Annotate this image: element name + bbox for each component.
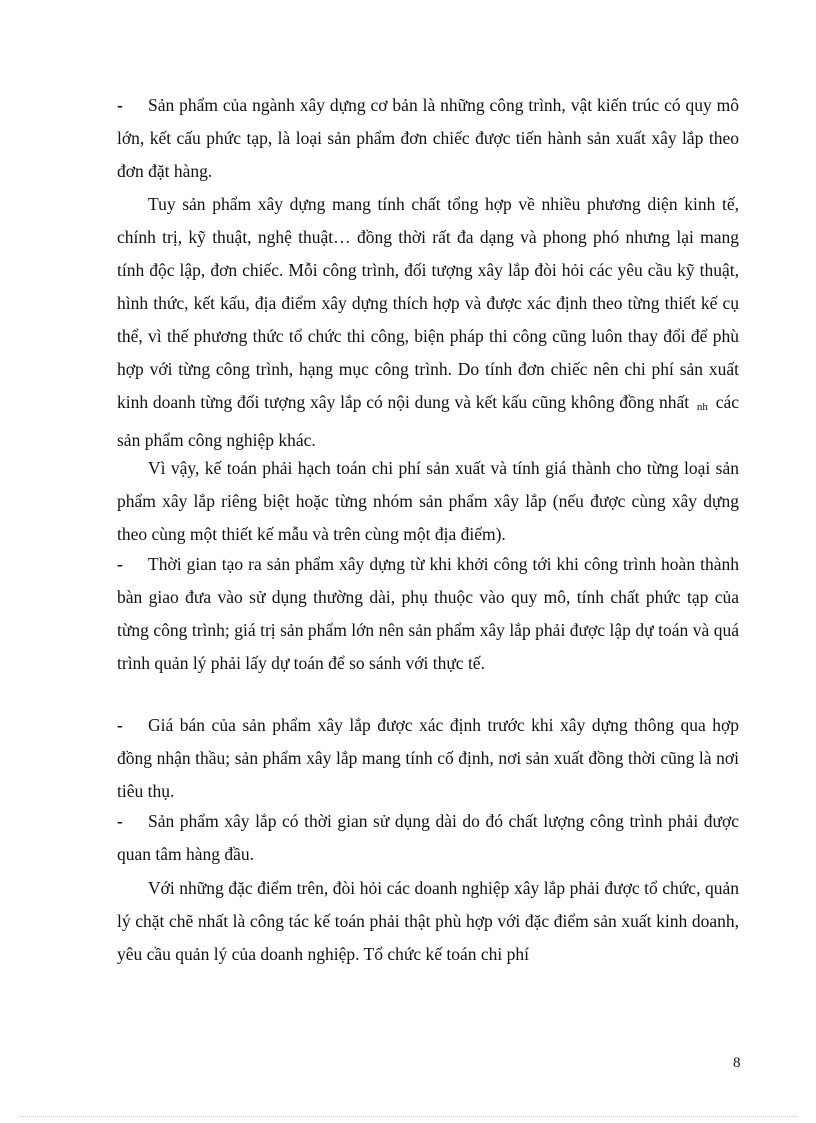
paragraph-bullet-3 bbox=[117, 709, 739, 808]
paragraph-text: Sản phẩm của ngành xây dựng cơ bản là những công trình, vật kiến trúc có quy mô lớn, kết cấu phức tạp, là loại sản phẩm đơn chiếc được tiến hành sản xuất xây lắp theo đơn đặt hàng. bbox=[117, 95, 739, 181]
paragraph-bullet-2 bbox=[117, 548, 739, 680]
paragraph-bullet-4 bbox=[117, 805, 739, 871]
paragraph-text-end: các sản phẩm công nghiệp khác. bbox=[117, 392, 740, 450]
bullet-marker: - bbox=[117, 95, 123, 115]
paragraph-text: Với những đặc điểm trên, đòi hỏi các doanh nghiệp xây lắp phải được tổ chức, quản lý chặt chẽ nhất là công tác kế toán phải thật phù hợp với đặc điểm sản xuất kinh doanh, yêu cầu quản lý của doanh nghiệp. Tổ chức kế toán chi phí bbox=[117, 878, 739, 964]
paragraph-bullet-1 bbox=[117, 89, 739, 188]
paragraph-7 bbox=[117, 872, 739, 971]
footer-dotted-divider bbox=[20, 1116, 796, 1117]
page-number: 8 bbox=[733, 1055, 741, 1071]
paragraph-2 bbox=[117, 188, 739, 457]
paragraph-text: Thời gian tạo ra sản phẩm xây dựng từ khi khởi công tới khi công trình hoàn thành bàn giao đưa vào sử dụng thường dài, phụ thuộc vào quy mô, tính chất phức tạp của từng công trình; giá trị sản phẩm lớn nên sản phẩm xây lắp phải được lập dự toán và quá trình quản lý phải lấy dự toán để so sánh với thực tế. bbox=[117, 554, 739, 673]
small-text-fragment: nh bbox=[696, 401, 708, 413]
paragraph-text: Giá bán của sản phẩm xây lắp được xác định trước khi xây dựng thông qua hợp đồng nhận thầu; sản phẩm xây lắp mang tính cố định, nơi sản xuất đồng thời cũng là nơi tiêu thụ. bbox=[117, 715, 739, 801]
bullet-marker: - bbox=[117, 811, 123, 831]
paragraph-text: Sản phẩm xây lắp có thời gian sử dụng dài do đó chất lượng công trình phải được quan tâm hàng đầu. bbox=[117, 811, 739, 864]
paragraph-text: Vì vậy, kế toán phải hạch toán chi phí sản xuất và tính giá thành cho từng loại sản phẩm xây lắp riêng biệt hoặc từng nhóm sản phẩm xây lắp (nếu được cùng xây dựng theo cùng một thiết kế mẫu và trên cùng một địa điểm). bbox=[117, 458, 739, 544]
paragraph-text: Tuy sản phẩm xây dựng mang tính chất tổng hợp về nhiều phương diện kinh tế, chính trị, kỹ thuật, nghệ thuật… đồng thời rất đa dạng và phong phó nhưng lại mang tính độc lập, đơn chiếc. Mỗi công trình, đối tượng xây lắp đòi hỏi các yêu cầu kỹ thuật, hình thức, kết kấu, địa điểm xây dựng thích hợp và được xác định theo từng thiết kế cụ thể, vì thế phương thức tổ chức thi công, biện pháp thi công cũng luôn thay đổi để phù hợp với từng công trình, hạng mục công trình. Do tính đơn chiếc nên chi phí sản xuất kinh doanh từng đối tượng xây lắp có nội dung và kết kấu cũng không đồng nhất bbox=[117, 194, 739, 412]
paragraph-3 bbox=[117, 452, 739, 551]
bullet-marker: - bbox=[117, 554, 123, 574]
bullet-marker: - bbox=[117, 715, 123, 735]
